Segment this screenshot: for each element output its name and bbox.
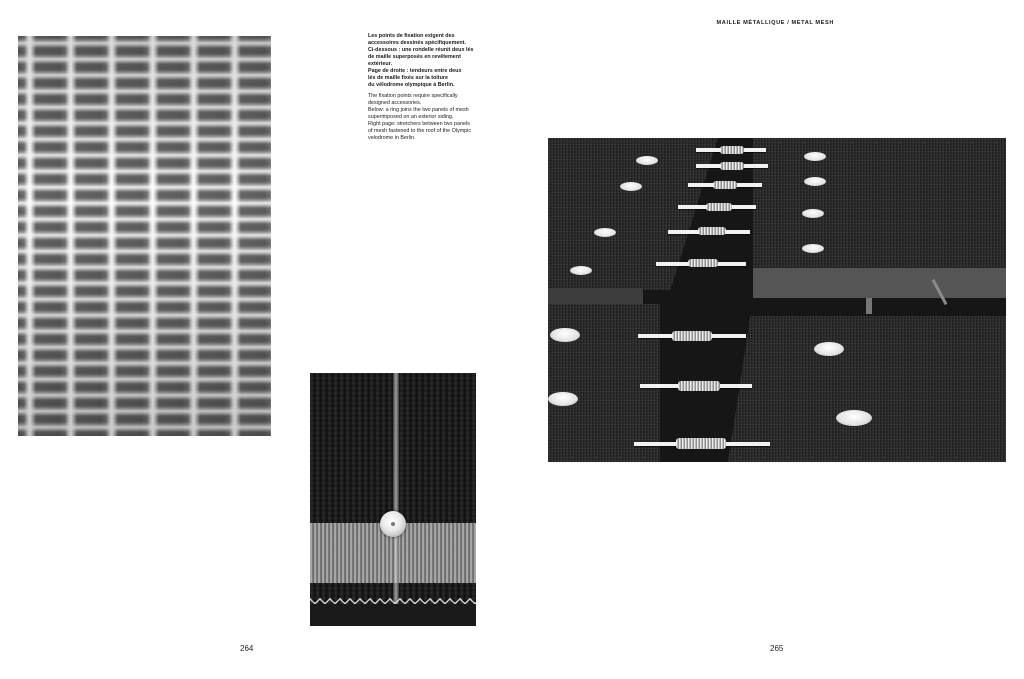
panel-edge-upper-right <box>753 268 1006 298</box>
caption-fr-line: du vélodrome olympique à Berlin. <box>368 82 455 88</box>
spring <box>706 203 732 211</box>
caption-fr-line: extérieur. <box>368 61 392 67</box>
caption-en-line: superimposed on an exterior siding. <box>368 114 454 120</box>
washer-disc <box>836 410 872 426</box>
spring <box>698 227 726 235</box>
caption-fr-line: accessoires dessinés spécifiquement. <box>368 40 466 46</box>
caption-fr-line: de maille superposés en revêtement <box>368 54 461 60</box>
roof-stretchers-photo <box>548 138 1006 462</box>
washer-disc <box>570 266 592 275</box>
washer-disc <box>802 209 824 218</box>
caption-english <box>368 93 480 142</box>
spring <box>688 259 718 267</box>
caption-en-line: Below: a ring joins the two panels of mesh <box>368 107 469 113</box>
washer-disc <box>594 228 616 237</box>
page-number-right: 265 <box>770 644 784 653</box>
spring <box>676 438 726 449</box>
caption-en-line: Right page: stretchers between two panels <box>368 121 470 127</box>
caption-en-line: of mesh fastened to the roof of the Olympic <box>368 128 472 134</box>
mesh-seam <box>393 373 399 626</box>
running-head: MAILLE MÉTALLIQUE / METAL MESH <box>716 20 834 26</box>
spring <box>720 146 744 154</box>
washer-disc <box>550 328 580 342</box>
washer-disc <box>636 156 658 165</box>
washer-disc <box>804 177 826 186</box>
caption-fr-line: Les points de fixation exigent des <box>368 33 455 39</box>
washer-ring <box>380 511 406 537</box>
spring <box>713 181 737 189</box>
washer-disc <box>802 244 824 253</box>
spring <box>678 381 720 391</box>
caption-en-line: velodrome in Berlin. <box>368 135 416 141</box>
spring <box>672 331 712 341</box>
washer-disc <box>620 182 642 191</box>
washer-detail-photo <box>310 373 476 626</box>
caption-block <box>368 33 480 142</box>
large-mesh-photo <box>18 36 271 436</box>
washer-disc <box>814 342 844 356</box>
washer-disc <box>804 152 826 161</box>
mesh-panel-upper-right <box>753 138 1006 270</box>
caption-french <box>368 33 480 89</box>
caption-en-line: designed accessories. <box>368 100 422 106</box>
caption-fr-line: Ci-dessous : une rondelle réunit deux lés <box>368 47 474 53</box>
page-number-left: 264 <box>240 644 254 653</box>
anchor-rod <box>866 298 872 314</box>
mesh-panel-lower-right <box>728 316 1006 462</box>
caption-fr-line: lés de maille fixés sur la toiture <box>368 75 448 81</box>
right-page <box>512 0 1024 679</box>
spring <box>720 162 744 170</box>
dark-base <box>310 604 476 626</box>
caption-fr-line: Page de droite : tendeurs entre deux <box>368 68 462 74</box>
caption-en-line: The fixation points require specifically <box>368 93 458 99</box>
washer-disc <box>548 392 578 406</box>
panel-edge-upper-left <box>548 288 643 304</box>
